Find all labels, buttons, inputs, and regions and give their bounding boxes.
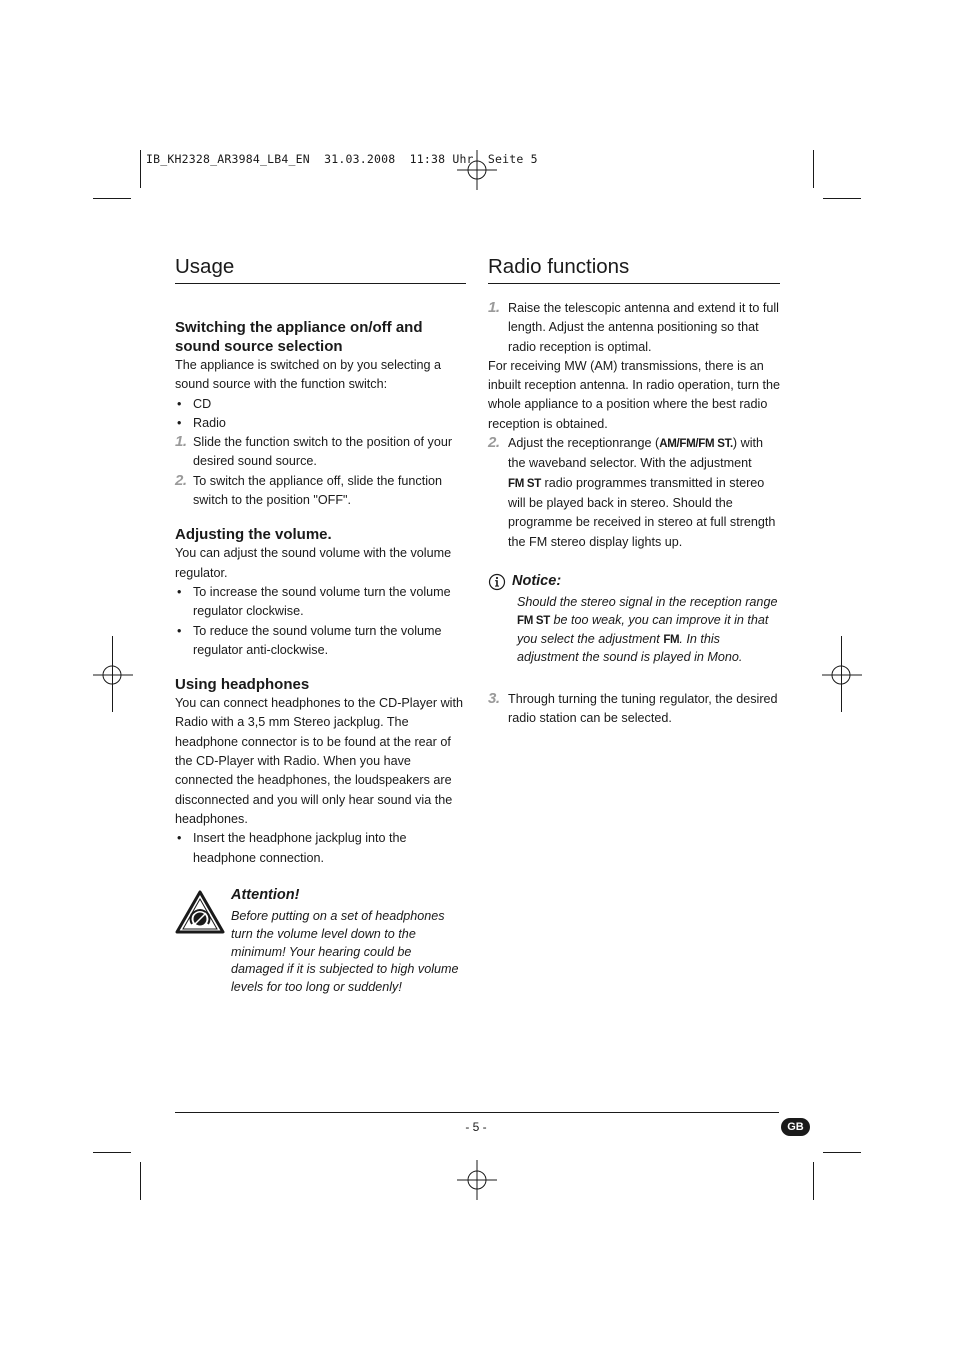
step-number: 3. <box>488 689 500 707</box>
notice-text-a: Should the stereo signal in the reception range <box>517 595 778 610</box>
list-item: • Radio <box>175 414 466 433</box>
step-1 <box>175 433 466 472</box>
print-slug: IB_KH2328_AR3984_LB4_EN 31.03.2008 11:38 Uhr Seite 5 <box>146 152 538 166</box>
usage-title: Usage <box>175 255 466 284</box>
attention-box <box>175 886 466 997</box>
step-text: Raise the telescopic antenna and extend it to full length. Adjust the antenna positioning so that radio reception is optimal. <box>508 301 779 354</box>
attention-text: Before putting on a set of headphones turn the volume level down to the minimum! Your hearing could be damaged if it is subjected to high volume levels for too long or suddenly! <box>231 909 459 994</box>
band-label: FM <box>663 633 680 646</box>
step-number: 1. <box>175 433 187 451</box>
usage-column <box>175 255 466 997</box>
step-text: To switch the appliance off, slide the function switch to the position "OFF". <box>193 473 442 508</box>
notice-text <box>517 594 780 667</box>
step-number: 2. <box>488 434 500 452</box>
registration-mark-bottom <box>457 1160 497 1200</box>
list-item: • CD <box>175 395 466 414</box>
step-text-a: Adjust the receptionrange ( <box>508 436 660 451</box>
step-text-c: radio programmes transmitted in stereo will be played back in stereo. Should the programme be received in stereo at full strength the FM stereo display lights up. <box>508 475 776 549</box>
notice-title: Notice: <box>512 572 562 589</box>
radio-title: Radio functions <box>488 255 780 284</box>
step-number: 1. <box>488 299 500 316</box>
step-1 <box>488 299 780 357</box>
step-number: 2. <box>175 471 187 489</box>
power-intro: The appliance is switched on by you selecting a sound source with the function switch: <box>175 358 442 392</box>
registration-mark-left <box>93 655 133 695</box>
band-label: FM ST <box>517 614 550 627</box>
band-label: FM ST <box>508 477 541 490</box>
notice-box <box>488 572 780 667</box>
footer-rule <box>175 1112 779 1113</box>
volume-intro: You can adjust the sound volume with the volume regulator. <box>175 546 452 580</box>
step-text: Through turning the tuning regulator, the desired radio station can be selected. <box>508 691 778 726</box>
registration-mark-right <box>822 655 862 695</box>
list-item: • Insert the headphone jackplug into the headphone connection. <box>175 829 466 868</box>
info-icon <box>488 573 506 591</box>
attention-title: Attention! <box>231 886 300 903</box>
list-item: • To reduce the sound volume turn the volume regulator anti-clockwise. <box>175 622 466 661</box>
radio-column <box>488 255 780 729</box>
headphones-body: You can connect headphones to the CD-Player with Radio with a 3,5 mm Stereo jackplug. The headphone connector is to be found at the rear of the CD-Player with Radio. When you have connected the headphones, the loudspeakers are disconnected and you will only hear sound via the headphones. <box>175 696 463 826</box>
mw-reception-paragraph: For receiving MW (AM) transmissions, there is an inbuilt reception antenna. In radio operation, turn the whole appliance to a position where the best radio reception is obtained. <box>488 358 780 431</box>
band-label: AM/FM/FM ST. <box>659 438 733 451</box>
page-number: - 5 - <box>465 1120 487 1134</box>
hearing-warning-icon <box>175 890 225 934</box>
notice-text-c: . In this adjustment the sound is played in Mono. <box>517 631 743 665</box>
step-2 <box>488 434 780 552</box>
step-text: Slide the function switch to the position of your desired sound source. <box>193 435 453 469</box>
step-2 <box>175 472 466 511</box>
power-section-heading: Switching the appliance on/off and sound source selection <box>175 319 423 355</box>
step-text-b: ) with the waveband selector. With the adjustment <box>508 436 764 471</box>
step-3 <box>488 690 780 729</box>
headphones-section-heading: Using headphones <box>175 676 310 694</box>
language-badge: GB <box>781 1118 810 1136</box>
notice-text-b: be too weak, you can improve it in that you select the adjustment <box>517 612 769 646</box>
volume-section-heading: Adjusting the volume. <box>175 526 332 544</box>
list-item: • To increase the sound volume turn the volume regulator clockwise. <box>175 583 466 622</box>
